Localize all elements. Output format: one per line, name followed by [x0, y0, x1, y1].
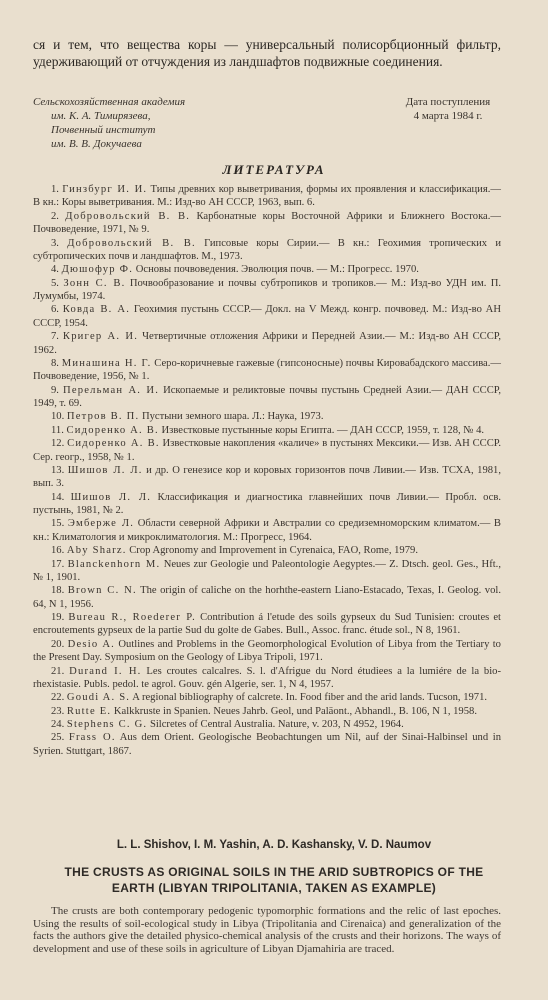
reference-item [33, 491, 501, 518]
reference-text: Четвертичные отложения Африки и Передней Азии.— М.: Изд-во АН СССР, 1962. [33, 331, 501, 356]
intro-paragraph: ся и тем, что вещества коры — универсальный полисорбционный фильтр, удерживающий от отчуждения из ландшафтов подвижные соединения. [33, 37, 501, 69]
reference-text: Почвообразование и почвы субтропиков и тропиков.— М.: Изд-во УДН им. П. Лумумбы, 1974. [33, 277, 502, 302]
reference-text: и др. О генезисе кор и коровых горизонтов почв Ливии.— Изв. ТСХА, 1981, вып. 3. [33, 464, 502, 490]
references-heading: ЛИТЕРАТУРА [222, 162, 326, 177]
reference-author: Brown C. N. [67, 585, 137, 597]
reference-text: Серо-коричневые гажевые (гипсоносные) почвы Кировабадского массива.— Почвоведение, 1956, № 1. [33, 357, 501, 383]
reference-number: 8. [51, 357, 59, 369]
reference-number: 14. [51, 491, 65, 503]
reference-number: 1. [51, 184, 59, 195]
reference-item [33, 464, 501, 491]
references-list [33, 183, 501, 758]
reference-author: Минашина Н. Г. [61, 357, 152, 369]
reference-item [33, 237, 501, 264]
reference-author: Aby Sharz. [66, 545, 127, 557]
reference-author: Добровольский В. В. [67, 237, 196, 249]
reference-item [33, 584, 501, 611]
reference-author: Bureau R., Roederer P. [68, 612, 197, 623]
reference-author: Ковда В. А. [62, 304, 131, 316]
reference-number: 5. [51, 277, 59, 289]
reference-text: Outlines and Problems in the Geomorphological Evolution of Libya from the Tertiary to the Present Day. Symposium on the Geology of Libya Tripoli, 1971. [33, 638, 501, 664]
reference-item [33, 424, 501, 437]
reference-item [33, 517, 501, 544]
reference-text: Crop Agronomy and Improvement in Cyrenaica, FAO, Rome, 1979. [129, 545, 418, 557]
reference-number: 16. [51, 545, 65, 557]
reference-text: Contribution á l'etude des soils gypseux du Sud Tunisien: croutes et encroutements gypseux de la partie Sud du golte de Gabes. Bull., Assoc. franc. étude sol., N 8, 1961. [33, 612, 501, 637]
reference-text: Kalkkruste in Spanien. Neues Jahrb. Geol, und Paläont., Abhandl., B. 106, N 1, 1958. [113, 705, 477, 717]
reference-number: 13. [51, 464, 65, 476]
reference-item [33, 210, 501, 237]
reference-author: Кригер А. И. [62, 331, 139, 343]
reference-item [33, 718, 501, 731]
reference-number: 7. [51, 331, 59, 343]
reference-author: Сидоренко А. В. [67, 438, 160, 450]
reference-item [33, 705, 501, 718]
reference-text: Классификация и диагностика главнейших почв Ливии.— Пробл. осв. пустынь, 1981, № 2. [33, 491, 502, 516]
received-value: 4 марта 1984 г. [413, 110, 483, 122]
reference-number: 6. [51, 304, 59, 316]
reference-number: 19. [51, 612, 65, 623]
reference-item [33, 691, 501, 704]
reference-item [33, 544, 501, 557]
reference-text: Области северной Африки и Австралии со средиземноморским климатом.— В кн.: Климатология и микроклиматология. М.: Прогресс, 1964. [33, 518, 501, 543]
reference-number: 18. [51, 585, 65, 597]
author-affiliation [33, 95, 303, 151]
reference-author: Desio A. [67, 638, 116, 650]
reference-author: Сидоренко А. В. [66, 424, 159, 436]
reference-author: Дюшофур Ф. [61, 264, 134, 276]
reference-item [33, 263, 501, 276]
reference-number: 3. [51, 237, 59, 249]
reference-text: Геохимия пустынь СССР.— Докл. на V Межд. конгр. почвовед. М.: Изд-во АН СССР, 1954. [33, 304, 501, 329]
reference-author: Frass O. [68, 732, 116, 744]
reference-item [33, 357, 501, 384]
reference-item [33, 303, 501, 330]
reference-author: Эмберже Л. [67, 518, 135, 530]
reference-number: 24. [51, 719, 65, 730]
summary-abstract: The crusts are both contemporary pedogenic typomorphic formations and the relic of last epoches. Using the results of soil-ecological study in Libya (Tripolitania and Cirenaica) and generalization of the facts the authors give the detailed physico-chemical analysis of the crusts and their horizons. The ways of development and use of these soils in agriculture of Libyan Djamahiria are traced. [33, 905, 501, 955]
reference-text: Карбонатные коры Восточной Африки и Ближнего Востока.— Почвоведение, 1971, № 9. [33, 210, 501, 236]
reference-text: Известковые пустынные коры Египта. — ДАН СССР, 1959, т. 128, № 4. [161, 424, 485, 436]
affiliation-line: им. В. В. Докучаева [51, 138, 142, 150]
reference-author: Blanckenhorn M. [67, 558, 161, 570]
reference-author: Goudi A. S. [66, 692, 131, 704]
reference-author: Перельман А. И. [62, 384, 160, 396]
reference-number: 4. [51, 264, 59, 276]
reference-item [33, 437, 501, 464]
reference-text: Основы почвоведения. Эволюция почв. — М.: Прогресс. 1970. [135, 264, 419, 276]
reference-item [33, 665, 501, 692]
reference-item [33, 611, 501, 638]
reference-text: Ископаемые и реликтовые почвы пустынь Средней Азии.— ДАН СССР, 1949, т. 69. [33, 384, 501, 409]
received-label: Дата поступления [405, 96, 491, 108]
reference-text: The origin of caliche on the horhthe-eastern Liano-Estacado, Texas, I. Geolog. vol. 64, N 1, 1956. [33, 585, 501, 610]
reference-number: 23. [51, 705, 65, 717]
reference-text: Les croutes calcalres. S. l. d'Afrigue du Nord étudiees a la lumiére de la bio-rhexistasie. Publs. pedol. te agrol. Gouv. gén Algerie, ser. 1, N 4, 1957. [33, 665, 501, 690]
reference-author: Гинзбург И. И. [62, 184, 148, 195]
reference-text: Известковые накопления «каличе» в пустынях Мексики.— Изв. АН СССР. Сер. геогр., 1958, № 1. [33, 438, 501, 463]
reference-number: 11. [51, 424, 64, 436]
reference-number: 15. [51, 518, 65, 530]
reference-author: Зонн С. В. [63, 277, 126, 289]
reference-author: Петров В. П. [66, 411, 140, 423]
affiliation-line: Сельскохозяйственная академия [33, 96, 186, 108]
affiliation-line: им. К. А. Тимирязева, [51, 110, 151, 122]
reference-number: 12. [51, 438, 65, 450]
reference-item [33, 410, 501, 423]
reference-author: Stephens C. G. [66, 719, 148, 730]
reference-number: 25. [51, 732, 65, 744]
reference-item [33, 183, 501, 210]
reference-number: 9. [51, 384, 59, 396]
reference-text: Aus dem Orient. Geologische Beobachtungen um Nil, auf der Sinai-Halbinsel und in Syrien. Stuttgart, 1867. [33, 732, 501, 757]
reference-text: Neues zur Geologie und Paleontologie Aegyptes.— Z. Dtsch. geol. Ges., Hft., № 1, 1901. [33, 558, 501, 583]
reference-author: Rutte E. [66, 705, 112, 717]
reference-text: A regional bibliography of calcrete. In. Food fiber and the arid lands. Tucson, 1971. [132, 692, 488, 704]
reference-item [33, 277, 501, 304]
reference-item [33, 330, 501, 357]
reference-author: Durand I. H. [69, 665, 142, 677]
reference-item [33, 558, 501, 585]
reference-number: 10. [51, 411, 65, 423]
reference-number: 21. [51, 665, 65, 677]
summary-title: THE CRUSTS AS ORIGINAL SOILS IN THE ARID SUBTROPICS OF THE EARTH (LIBYAN TRIPOLITANIA, TAKEN AS EXAMPLE) [64, 865, 484, 895]
reference-author: Добровольский В. В. [65, 210, 191, 222]
reference-number: 17. [51, 558, 65, 570]
reference-text: Типы древних кор выветривания, формы их проявления и классификация.— В кн.: Коры выветривания. М.: Изд-во АН СССР, 1963, вып. 6. [33, 184, 501, 209]
reference-number: 22. [51, 692, 65, 704]
reference-number: 20. [51, 638, 65, 650]
summary-authors: L. L. Shishov, I. M. Yashin, A. D. Kashansky, V. D. Naumov [116, 839, 432, 851]
received-date [388, 95, 508, 123]
reference-item [33, 638, 501, 665]
reference-text: Пустыни земного шара. Л.: Наука, 1973. [141, 411, 324, 423]
reference-author: Шишов Л. Л. [67, 464, 143, 476]
reference-text: Гипсовые коры Сирии.— В кн.: Геохимия тропических и субтропических почв и ландшафтов. М., 1973. [33, 237, 501, 262]
reference-item [33, 384, 501, 411]
affiliation-line: Почвенный институт [51, 124, 156, 136]
reference-number: 2. [51, 210, 59, 222]
reference-text: Silcretes of Central Australia. Nature, v. 203, N 4952, 1964. [149, 719, 404, 730]
reference-item [33, 731, 501, 758]
reference-author: Шишов Л. Л. [70, 491, 152, 503]
